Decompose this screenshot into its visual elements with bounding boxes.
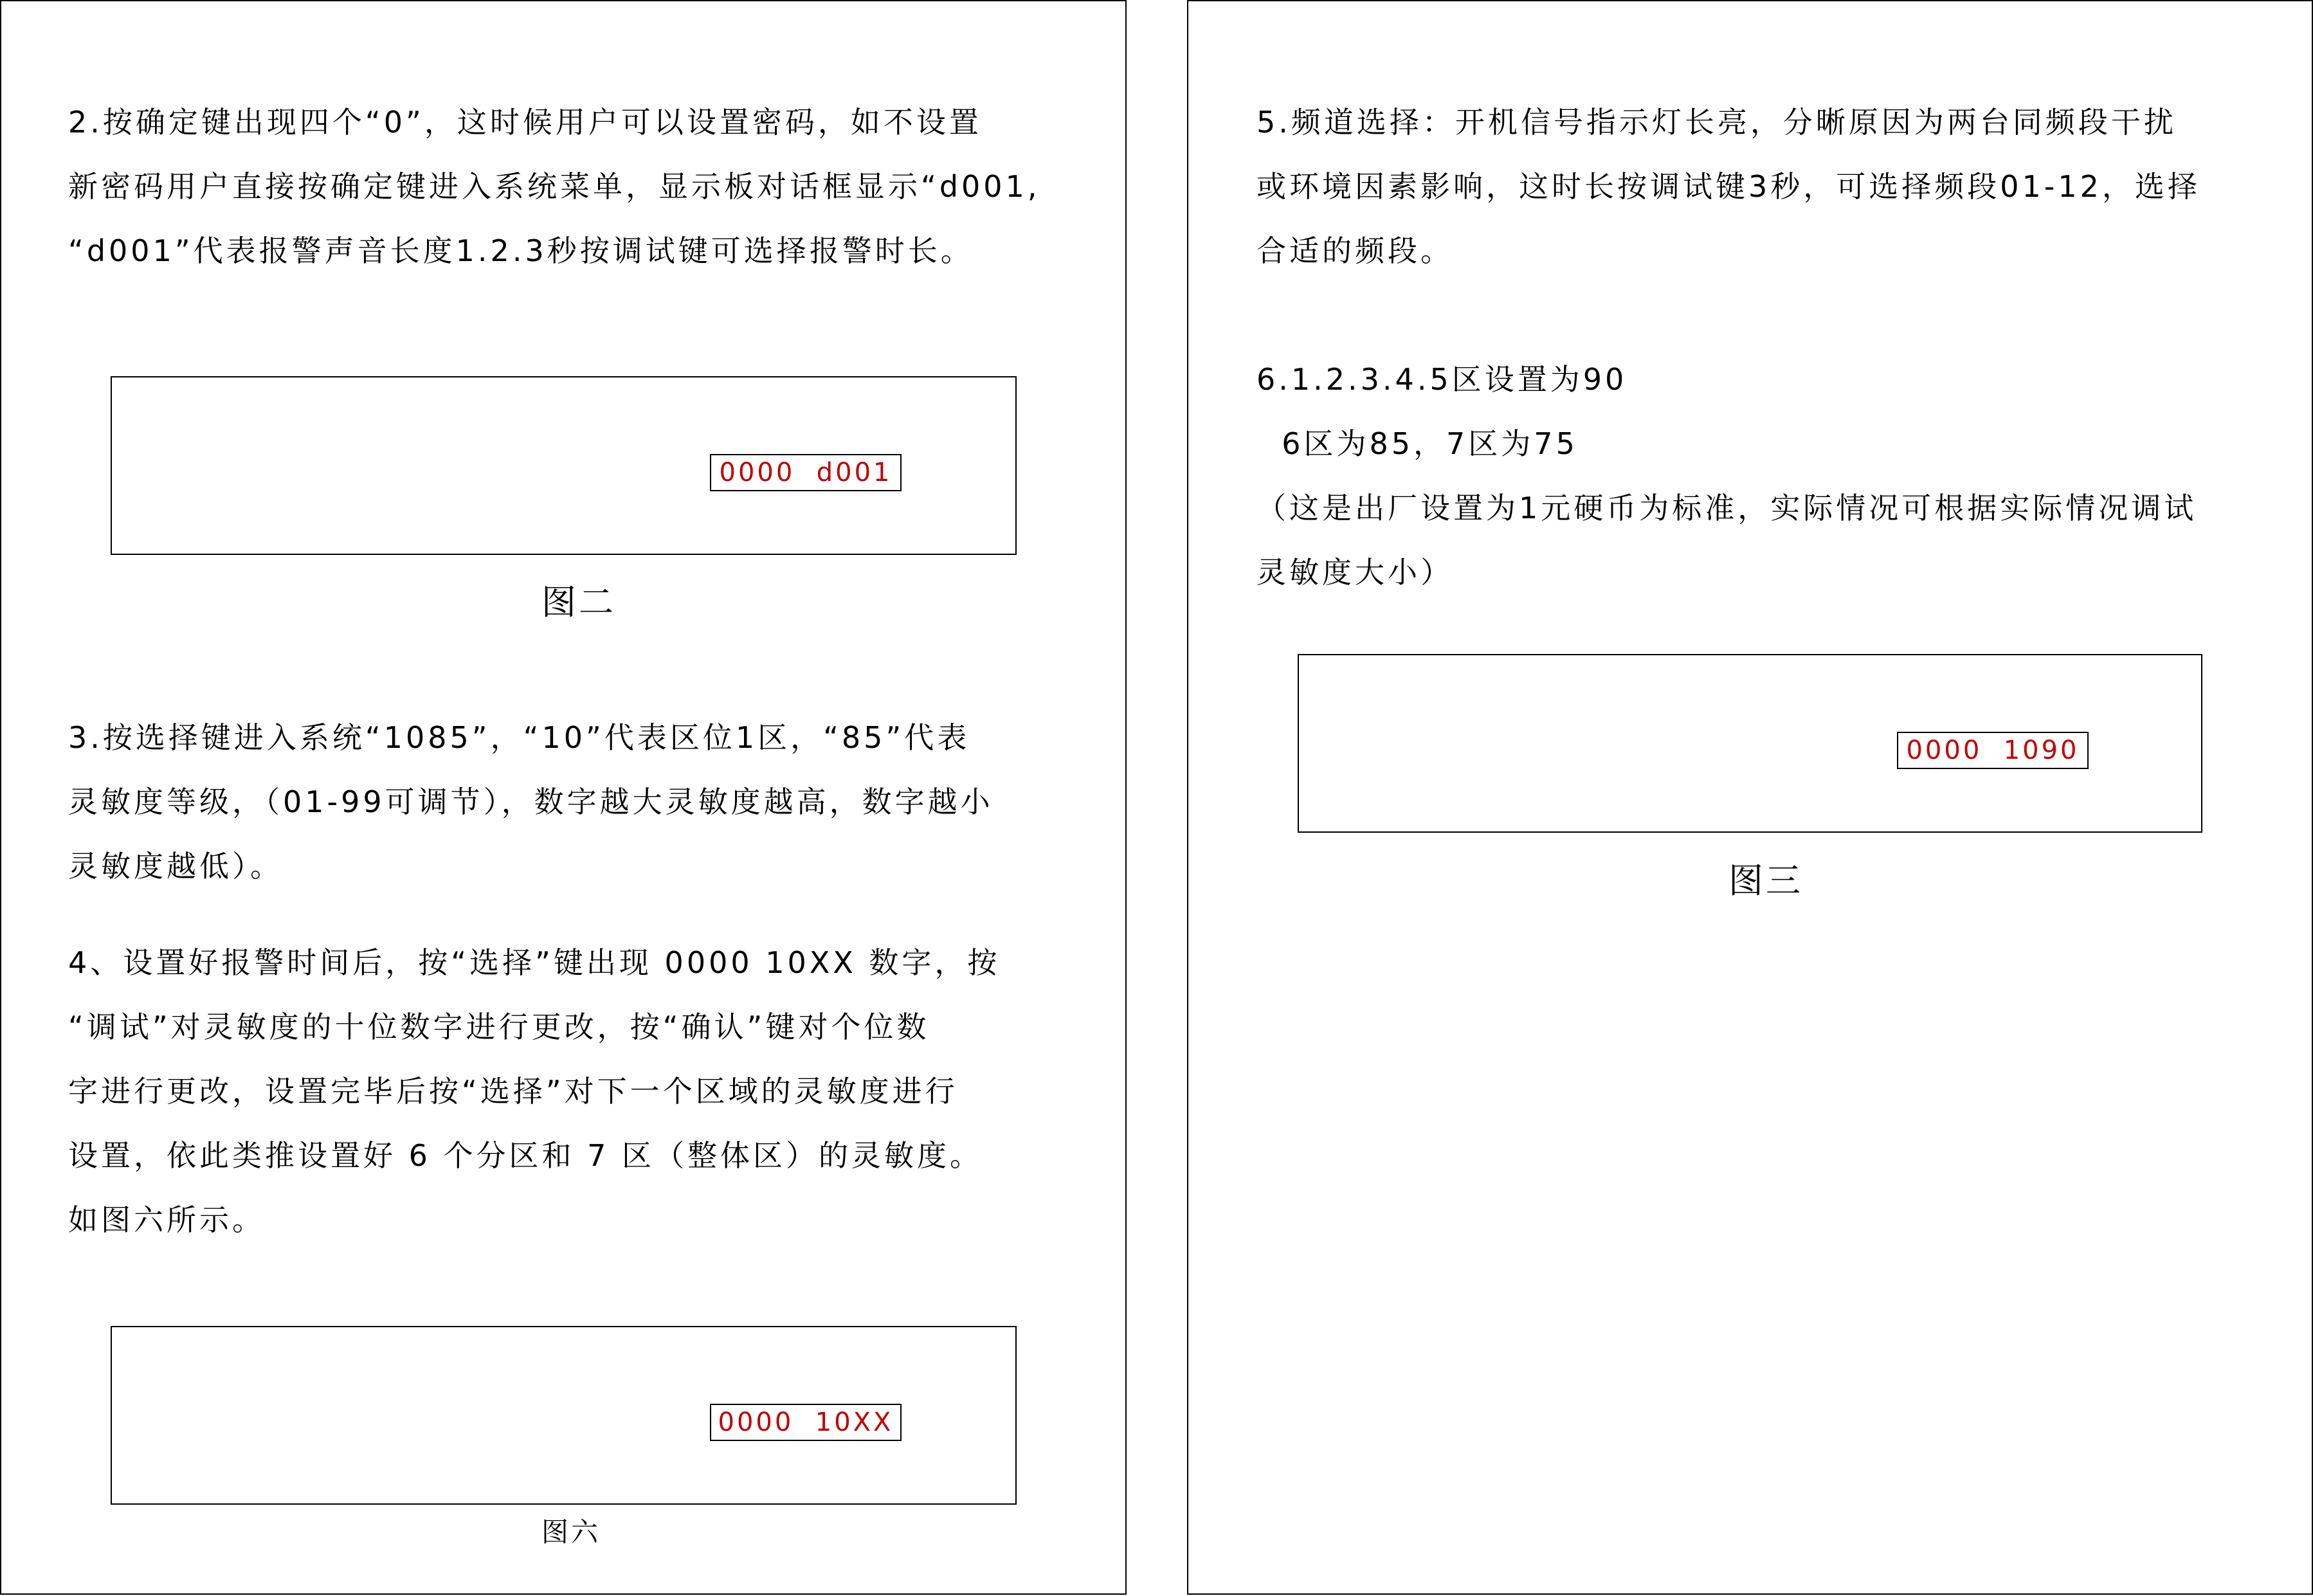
paragraph-line: 6.1.2.3.4.5区设置为90 <box>1256 362 1628 397</box>
paragraph-2 <box>68 90 1040 283</box>
paragraph-line: 4、设置好报警时间后，按“选择”键出现 0000 10XX 数字，按 <box>68 945 1001 980</box>
paragraph-4 <box>68 930 1000 1252</box>
paragraph-line: 2.按确定键出现四个“0”，这时候用户可以设置密码，如不设置 <box>68 105 982 140</box>
paragraph-line: 或环境因素影响，这时长按调试键3秒，可选择频段01-12，选择 <box>1256 169 2200 204</box>
paragraph-line: 灵敏度越低）。 <box>68 849 283 884</box>
paragraph-3 <box>68 705 993 898</box>
paragraph-line: “调试”对灵敏度的十位数字进行更改，按“确认”键对个位数 <box>68 1010 930 1044</box>
figure-6-panel <box>111 1326 1017 1505</box>
paragraph-6 <box>1256 347 2197 604</box>
paragraph-line: 3.按选择键进入系统“1085”，“10”代表区位1区，“85”代表 <box>68 720 970 755</box>
paragraph-line: 灵敏度等级，（01-99可调节），数字越大灵敏度越高，数字越小 <box>68 784 993 819</box>
paragraph-5 <box>1256 90 2200 283</box>
paragraph-line: 新密码用户直接按确定键进入系统菜单，显示板对话框显示“d001, <box>68 169 1040 204</box>
paragraph-line: 设置，依此类推设置好 6 个分区和 7 区（整体区）的灵敏度。 <box>68 1138 983 1173</box>
figure-3-caption: 图三 <box>1728 860 1803 901</box>
paragraph-line: 合适的频段。 <box>1256 233 1453 268</box>
figure-6-caption: 图六 <box>541 1516 601 1548</box>
paragraph-line: “d001”代表报警声音长度1.2.3秒按调试键可选择报警时长。 <box>68 233 974 268</box>
figure-3-display: 0000 1090 <box>1897 732 2089 769</box>
figure-2-display: 0000 d001 <box>710 454 902 491</box>
figure-6-display: 0000 10XX <box>710 1404 902 1441</box>
paragraph-line: 字进行更改，设置完毕后按“选择”对下一个区域的灵敏度进行 <box>68 1074 958 1109</box>
paragraph-line: 灵敏度大小） <box>1256 555 1453 590</box>
paragraph-line: 5.频道选择：开机信号指示灯长亮，分晰原因为两台同频段干扰 <box>1256 105 2177 140</box>
paragraph-line: 如图六所示。 <box>68 1202 265 1237</box>
paragraph-line: （这是出厂设置为1元硬币为标准，实际情况可根据实际情况调试 <box>1256 491 2197 525</box>
paragraph-line: 6区为85，7区为75 <box>1256 426 1578 461</box>
right-page <box>1187 0 2313 1595</box>
left-page <box>0 0 1127 1595</box>
figure-2-panel <box>111 376 1017 555</box>
figure-3-panel <box>1298 654 2202 833</box>
figure-2-caption: 图二 <box>541 582 616 622</box>
